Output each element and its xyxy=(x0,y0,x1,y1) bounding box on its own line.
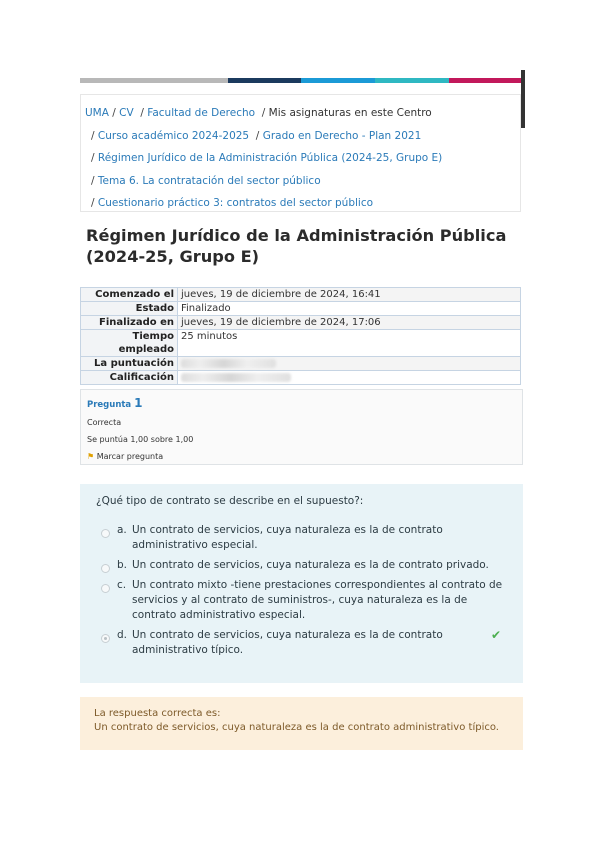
check-icon: ✔ xyxy=(490,628,501,642)
breadcrumb-separator: / xyxy=(261,107,266,119)
radio-button[interactable] xyxy=(101,564,110,573)
option-text: Un contrato de servicios, cuya naturaleza es la de contrato privado. xyxy=(132,559,489,571)
color-bar-segment xyxy=(154,78,228,83)
option-text: Un contrato de servicios, cuya naturaleza es la de contrato administrativo especial. xyxy=(132,524,443,551)
option-letter: b. xyxy=(117,559,128,571)
correct-answer-feedback xyxy=(80,697,523,750)
option-text: Un contrato mixto -tiene prestaciones correspondientes al contrato de servicios y al contrato de suministros-, cuya naturaleza es la de contrato administrativo especial. xyxy=(132,579,503,621)
color-bar-segment xyxy=(375,78,449,83)
summary-label: Calificación xyxy=(81,371,178,385)
flag-icon: ⚑ xyxy=(87,452,95,461)
breadcrumb-grado[interactable]: Grado en Derecho - Plan 2021 xyxy=(262,129,422,142)
summary-value: jueves, 19 de diciembre de 2024, 17:06 xyxy=(178,316,521,330)
summary-label: La puntuación xyxy=(81,357,178,371)
breadcrumb-separator: / xyxy=(91,129,95,142)
question-number-value: 1 xyxy=(134,396,143,410)
breadcrumb-curso[interactable]: Curso académico 2024-2025 xyxy=(97,129,250,142)
summary-row xyxy=(81,316,521,330)
option-letter: d. xyxy=(117,629,128,641)
summary-row xyxy=(81,330,521,357)
option-letter: c. xyxy=(117,579,127,591)
color-bar xyxy=(80,78,523,83)
attempt-summary-table xyxy=(80,287,521,385)
flag-question-label: Marcar pregunta xyxy=(96,452,164,461)
summary-label: Comenzado el xyxy=(81,288,178,302)
breadcrumb-cv[interactable]: CV xyxy=(119,107,134,119)
radio-button[interactable] xyxy=(101,529,110,538)
option-letter: a. xyxy=(117,524,127,536)
breadcrumb-facultad[interactable]: Facultad de Derecho xyxy=(147,107,256,119)
color-bar-segment xyxy=(301,78,375,83)
question-panel xyxy=(80,484,523,683)
radio-button[interactable] xyxy=(101,584,110,593)
feedback-answer: Un contrato de servicios, cuya naturaleza es la de contrato administrativo típico. xyxy=(94,722,499,733)
scrollbar-thumb[interactable] xyxy=(521,70,525,128)
breadcrumb-tema[interactable]: Tema 6. La contratación del sector público xyxy=(97,174,321,187)
color-bar-segment xyxy=(228,78,302,83)
summary-value: 25 minutos xyxy=(178,330,521,357)
breadcrumb-mis-asignaturas[interactable]: Mis asignaturas en este Centro xyxy=(268,107,432,119)
feedback-heading: La respuesta correcta es: xyxy=(94,708,221,719)
redacted-value xyxy=(181,359,276,368)
answer-option-a[interactable] xyxy=(94,523,509,553)
summary-row xyxy=(81,302,521,316)
summary-label: Estado xyxy=(81,302,178,316)
page-title: Régimen Jurídico de la Administración Pública (2024-25, Grupo E) xyxy=(86,226,507,266)
question-score: Se puntúa 1,00 sobre 1,00 xyxy=(87,435,194,444)
summary-row xyxy=(81,288,521,302)
breadcrumb-uma[interactable]: UMA xyxy=(85,107,109,119)
question-label: Pregunta xyxy=(87,400,132,410)
breadcrumb xyxy=(80,94,521,212)
breadcrumb-separator: / xyxy=(255,129,260,142)
flag-question-link[interactable] xyxy=(87,452,516,461)
breadcrumb-separator: / xyxy=(91,152,95,164)
summary-value-redacted xyxy=(178,371,521,385)
summary-value: jueves, 19 de diciembre de 2024, 16:41 xyxy=(178,288,521,302)
question-info-panel xyxy=(80,389,523,465)
answer-option-c[interactable] xyxy=(94,578,509,623)
summary-row xyxy=(81,357,521,371)
breadcrumb-asignatura[interactable]: Régimen Jurídico de la Administración Pública (2024-25, Grupo E) xyxy=(97,152,443,164)
breadcrumb-separator: / xyxy=(91,197,95,209)
color-bar-segment xyxy=(449,78,523,83)
breadcrumb-separator: / xyxy=(112,107,116,119)
summary-row xyxy=(81,371,521,385)
color-bar-segment xyxy=(80,78,154,83)
summary-label: Finalizado en xyxy=(81,316,178,330)
question-prompt: ¿Qué tipo de contrato se describe en el supuesto?: xyxy=(96,495,364,507)
question-status: Correcta xyxy=(87,418,122,427)
answer-option-b[interactable] xyxy=(94,558,509,573)
radio-button-selected[interactable] xyxy=(101,634,110,643)
question-number xyxy=(87,396,516,410)
breadcrumb-cuestionario[interactable]: Cuestionario práctico 3: contratos del sector público xyxy=(97,197,374,209)
redacted-value xyxy=(181,373,291,382)
summary-value-redacted xyxy=(178,357,521,371)
answer-option-d[interactable] xyxy=(94,628,509,658)
breadcrumb-separator: / xyxy=(91,174,95,187)
breadcrumb-separator: / xyxy=(140,107,144,119)
summary-label: Tiempo empleado xyxy=(81,330,178,357)
summary-value: Finalizado xyxy=(178,302,521,316)
option-text: Un contrato de servicios, cuya naturaleza es la de contrato administrativo típico. xyxy=(132,629,443,656)
